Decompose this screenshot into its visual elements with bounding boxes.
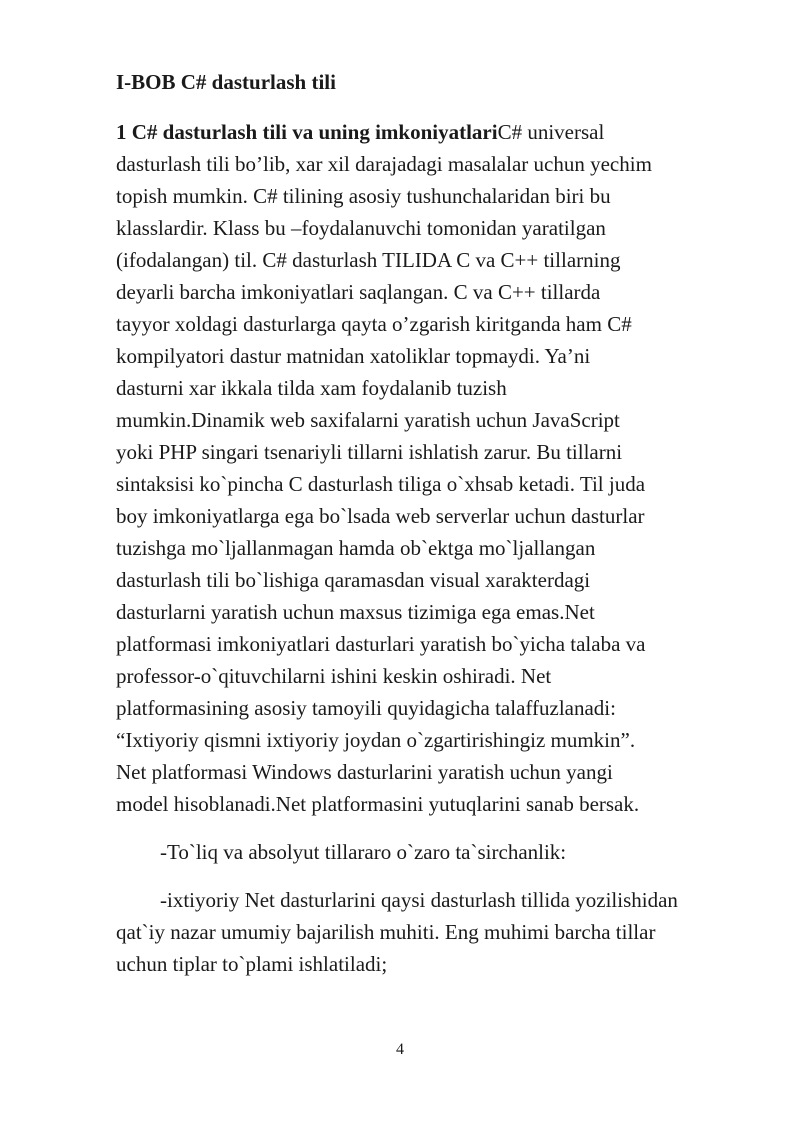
body-line: yoki PHP singari tsenariyli tillarni ishlatish zarur. Bu tillarni bbox=[116, 440, 623, 464]
body-line: tuzishga mo`ljallanmagan hamda ob`ektga mo`ljallangan bbox=[116, 536, 596, 560]
page-number: 4 bbox=[396, 1041, 404, 1058]
body-line: kompilyatori dastur matnidan xatoliklar topmaydi. Ya’ni bbox=[116, 344, 591, 368]
list-item-line: -ixtiyoriy Net dasturlarini qaysi dasturlash tillida yozilishidan bbox=[160, 888, 678, 912]
body-line: model hisoblanadi.Net platformasini yutuqlarini sanab bersak. bbox=[116, 792, 640, 816]
body-line: Net platformasi Windows dasturlarini yaratish uchun yangi bbox=[116, 760, 613, 784]
body-line: professor-o`qituvchilarni ishini keskin oshiradi. Net bbox=[116, 664, 552, 688]
page-content bbox=[116, 66, 762, 980]
body-line: (ifodalangan) til. C# dasturlash TILIDA C va C++ tillarning bbox=[116, 248, 621, 272]
chapter-title: I-BOB C# dasturlash tili bbox=[116, 70, 336, 94]
list-item-line: uchun tiplar to`plami ishlatiladi; bbox=[116, 952, 388, 976]
body-line: topish mumkin. C# tilining asosiy tushunchalaridan biri bu bbox=[116, 184, 611, 208]
body-paragraph bbox=[116, 116, 762, 820]
body-line: dasturlarni yaratish uchun maxsus tizimiga ega emas.Net bbox=[116, 600, 595, 624]
body-line: platformasining asosiy tamoyili quyidagicha talaffuzlanadi: bbox=[116, 696, 616, 720]
list-item bbox=[116, 884, 762, 980]
body-line: dasturlash tili bo`lishiga qaramasdan visual xarakterdagi bbox=[116, 568, 591, 592]
body-line: klasslardir. Klass bu –foydalanuvchi tomonidan yaratilgan bbox=[116, 216, 606, 240]
body-line: deyarli barcha imkoniyatlari saqlangan. C va C++ tillarda bbox=[116, 280, 601, 304]
body-line: mumkin.Dinamik web saxifalarni yaratish uchun JavaScript bbox=[116, 408, 620, 432]
body-line: dasturni xar ikkala tilda xam foydalanib tuzish bbox=[116, 376, 507, 400]
body-line: tayyor xoldagi dasturlarga qayta o’zgarish kiritganda ham C# bbox=[116, 312, 632, 336]
body-line: C# universal bbox=[497, 120, 605, 144]
list-item-line: qat`iy nazar umumiy bajarilish muhiti. Eng muhimi barcha tillar bbox=[116, 920, 656, 944]
body-line: dasturlash tili bo’lib, xar xil darajadagi masalalar uchun yechim bbox=[116, 152, 652, 176]
body-line: “Ixtiyoriy qismni ixtiyoriy joydan o`zgartirishingiz mumkin”. bbox=[116, 728, 636, 752]
body-line: sintaksisi ko`pincha C dasturlash tiliga o`xhsab ketadi. Til juda bbox=[116, 472, 646, 496]
section-heading: 1 C# dasturlash tili va uning imkoniyatlari bbox=[116, 120, 498, 144]
body-line: boy imkoniyatlarga ega bo`lsada web serverlar uchun dasturlar bbox=[116, 504, 645, 528]
body-line: platformasi imkoniyatlari dasturlari yaratish bo`yicha talaba va bbox=[116, 632, 646, 656]
list-item: -To`liq va absolyut tillararo o`zaro ta`sirchanlik: bbox=[160, 840, 567, 864]
